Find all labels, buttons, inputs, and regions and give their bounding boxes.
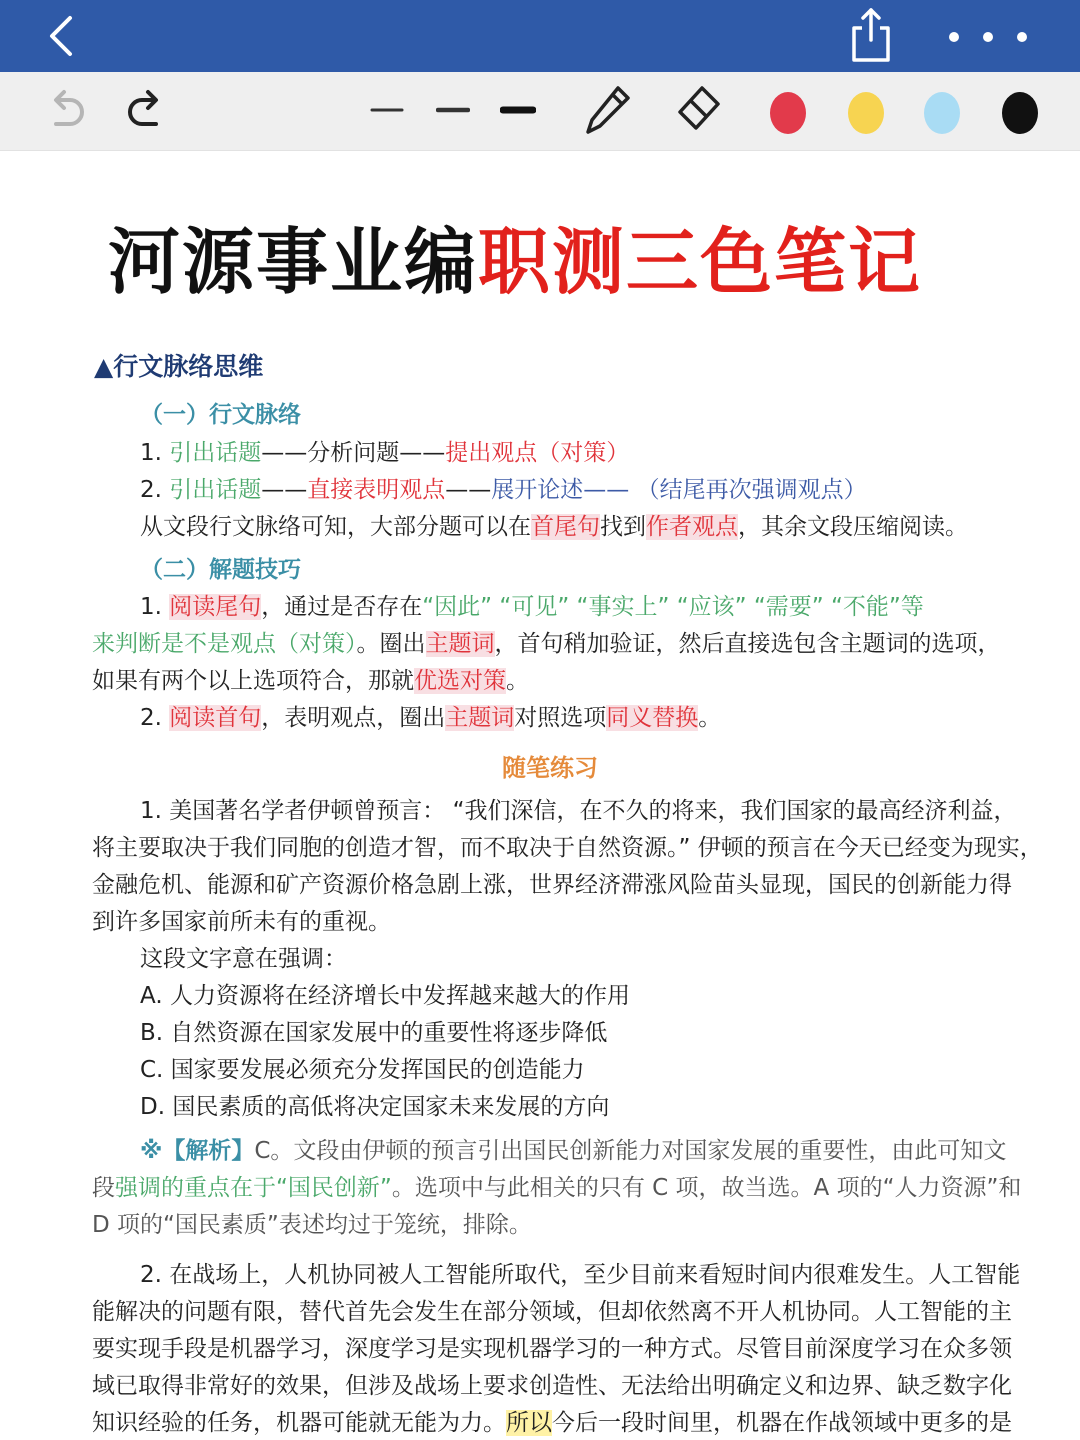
undo-icon[interactable] (44, 86, 88, 138)
section-heading: ▲行文脉络思维 (94, 352, 264, 381)
color-black-swatch[interactable] (1002, 92, 1038, 134)
color-blue-swatch[interactable] (924, 92, 960, 134)
analysis-label: ※【解析】 (140, 1138, 255, 1164)
q1-line: 到许多国家前所未有的重视。 (92, 909, 391, 935)
page-title (108, 219, 923, 304)
eraser-icon[interactable] (672, 82, 724, 142)
text-red-highlight: 阅读尾句 (169, 594, 262, 620)
text-blue: 展开论述 (491, 477, 584, 503)
text-red-highlight: 同义替换 (606, 705, 699, 731)
part2-line2 (92, 633, 1001, 656)
text: —— (445, 477, 492, 503)
annotation-toolbar (0, 72, 1080, 151)
document-page (0, 150, 1080, 1440)
practice-heading: 随笔练习 (502, 754, 598, 782)
text: 2. (140, 705, 170, 731)
q2-line: 2. 在战场上，人机协同被人工智能所取代，至少目前来看短时间内很难发生。人工智能 (140, 1262, 1021, 1288)
text: 今后一段时间里，机器在作战领域中更多的是 (552, 1410, 1012, 1436)
more-icon[interactable] (940, 22, 1036, 52)
text: ，表明观点，圈出 (261, 705, 446, 731)
text-green: “因此” “可见” “事实上” “应该” “需要” “不能”等 (422, 594, 924, 620)
text: 2. (140, 477, 170, 503)
q1-line: 将主要取决于我们同胞的创造才智，而不取决于自然资源。” 伊顿的预言在今天已经变为现实， (92, 835, 1043, 861)
text-red-highlight: 主题词 (445, 705, 515, 731)
text: 。选项中与此相关的只有 C 项，故当选。A 项的“人力资源”和 (391, 1175, 1022, 1201)
text: 1. (140, 440, 170, 466)
text: 段 (92, 1175, 115, 1201)
line-thin-icon[interactable] (370, 100, 404, 124)
text: ，其余文段压缩阅读。 (738, 514, 968, 540)
text: ——分析问题—— (261, 440, 446, 466)
q1-option-b: B. 自然资源在国家发展中的重要性将逐步降低 (140, 1020, 608, 1046)
q1-option-c: C. 国家要发展必须充分发挥国民的创造能力 (140, 1057, 585, 1083)
text-red-highlight: 首尾句 (531, 514, 600, 540)
color-red-swatch[interactable] (770, 92, 806, 134)
text: 1. (140, 594, 170, 620)
text: 知识经验的任务，机器可能就无能为力。 (92, 1410, 506, 1436)
text-red-highlight: 优选对策 (414, 668, 506, 694)
pencil-icon[interactable] (584, 82, 634, 142)
line-thick-icon[interactable] (500, 100, 536, 124)
part2-heading: （二）解题技巧 (140, 557, 301, 583)
title-red-part: 职测三色笔记 (478, 219, 923, 304)
back-arrow-icon[interactable] (40, 14, 84, 58)
q1-line: 1. 美国著名学者伊顿曾预言： “我们深信，在不久的将来，我们国家的最高经济利益， (140, 798, 1017, 824)
text: C。文段由伊顿的预言引出国民创新能力对国家发展的重要性，由此可知文 (254, 1138, 1007, 1164)
q2-line: 域已取得非常好的效果，但涉及战场上要求创造性、无法给出明确定义和边界、缺乏数字化 (92, 1373, 1012, 1399)
text-green: 强调的重点在于“国民创新” (115, 1175, 392, 1201)
part1-heading: （一）行文脉络 (140, 402, 301, 428)
text-red-highlight: 阅读首句 (169, 705, 262, 731)
title-black-part: 河源事业编 (108, 219, 479, 304)
text: 如果有两个以上选项符合，那就 (92, 668, 414, 694)
text-red: 直接表明观点 (307, 477, 446, 503)
text-green: 来判断是不是观点（对策） (92, 631, 357, 657)
text-blue: —— （结尾再次强调观点） (583, 477, 867, 503)
q1-analysis-line3: D 项的“国民素质”表述均过于笼统，排除。 (92, 1212, 532, 1238)
text-red: 提出观点（对策） (445, 440, 630, 466)
q1-line: 金融危机、能源和矿产资源价格急剧上涨，世界经济滞涨风险苗头显现，国民的创新能力得 (92, 872, 1012, 898)
part1-line3 (140, 516, 968, 539)
text-red-highlight: 主题词 (425, 631, 495, 657)
text-yellow-highlight: 所以 (506, 1410, 552, 1436)
text: 。 (698, 705, 722, 731)
part2-line3 (92, 670, 529, 693)
text: 对照选项 (514, 705, 607, 731)
line-medium-icon[interactable] (436, 100, 470, 124)
color-yellow-swatch[interactable] (848, 92, 884, 134)
share-icon[interactable] (848, 6, 894, 64)
text: —— (261, 477, 308, 503)
q1-option-a: A. 人力资源将在经济增长中发挥越来越大的作用 (140, 983, 630, 1009)
text: ，通过是否存在 (261, 594, 423, 620)
part2-line4 (140, 707, 721, 730)
text-green: 引出话题 (169, 477, 262, 503)
text-green: 引出话题 (169, 440, 262, 466)
redo-icon[interactable] (124, 86, 168, 138)
q2-last-line (92, 1412, 1012, 1435)
q1-analysis-line1 (140, 1140, 1006, 1163)
part1-line1 (140, 442, 629, 465)
text: ，首句稍加验证，然后直接选包含主题词的选项， (494, 631, 1001, 657)
q1-option-d: D. 国民素质的高低将决定国家未来发展的方向 (140, 1094, 610, 1120)
q1-stem: 这段文字意在强调： (140, 946, 347, 972)
q1-analysis-line2 (92, 1177, 1021, 1200)
q2-line: 能解决的问题有限，替代首先会发生在部分领域，但却依然离不开人机协同。人工智能的主 (92, 1299, 1012, 1325)
text: 。圈出 (356, 631, 426, 657)
text: 。 (506, 668, 529, 694)
top-app-bar (0, 0, 1080, 72)
q2-line: 要实现手段是机器学习，深度学习是实现机器学习的一种方式。尽管目前深度学习在众多领 (92, 1336, 1012, 1362)
text: 从文段行文脉络可知，大部分题可以在 (140, 514, 531, 540)
text-red-highlight: 作者观点 (646, 514, 738, 540)
part1-line2 (140, 479, 867, 502)
part2-line1 (140, 596, 924, 619)
text: 找到 (600, 514, 646, 540)
